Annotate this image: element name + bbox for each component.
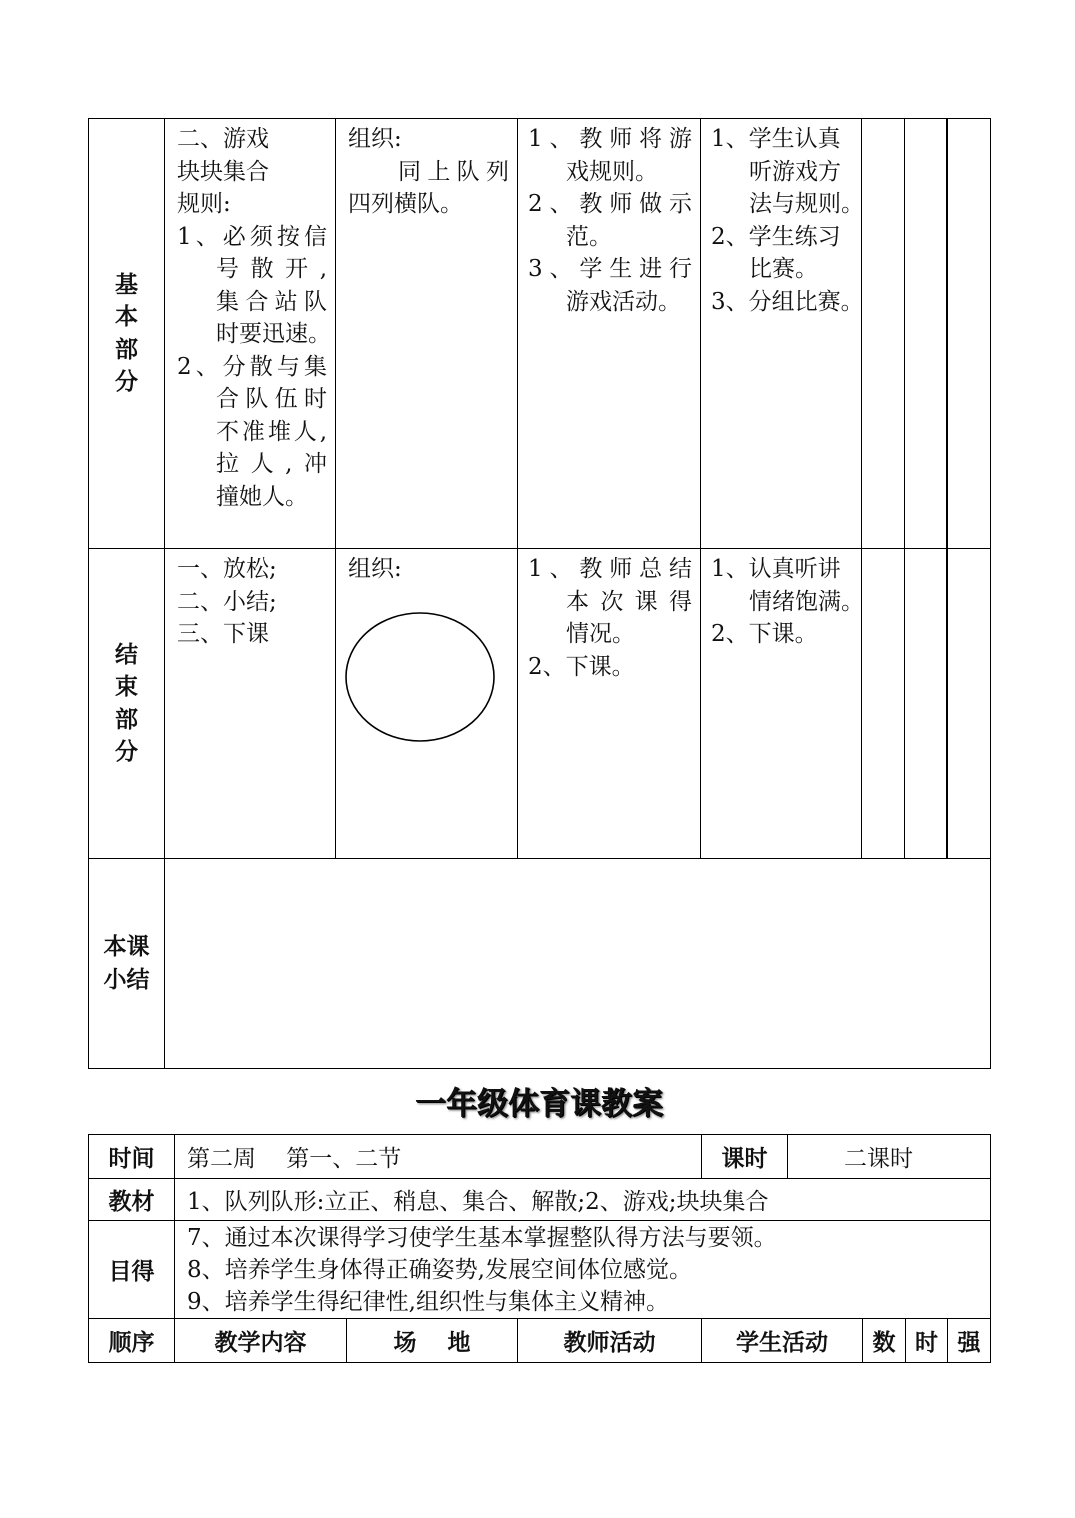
summary-row [89,859,991,1069]
column-header-time: 时 [906,1319,948,1363]
content-line: 2、分散与集 [177,353,327,380]
ending-part-venue [336,549,518,859]
goal-item: 8、培养学生身体得正确姿势,发展空间体位感觉。 [187,1256,692,1283]
student-line: 听游戏方 [749,158,841,185]
teacher-line: 戏规则。 [566,158,658,185]
teacher-line: 情况。 [566,621,635,647]
column-header-content: 教学内容 [175,1319,347,1363]
content-line: 规则: [177,191,231,217]
teacher-line: 范。 [566,223,612,250]
material-row [89,1179,991,1221]
content-line: 集合站队 [216,288,327,315]
column-header-intensity: 强 [948,1319,991,1363]
goal-item: 7、通过本次课得学习使学生基本掌握整队得方法与要领。 [187,1224,777,1251]
time-row [89,1135,991,1179]
material-label: 教材 [89,1179,175,1221]
column-header-order: 顺序 [89,1319,175,1363]
basic-part-student-activity [701,119,862,549]
column-header-student: 学生活动 [702,1319,863,1363]
basic-part-venue [336,119,518,549]
content-line: 二、小结; [177,588,277,615]
content-line: 拉人,冲 [216,451,327,477]
student-line: 3、分组比赛。 [711,288,864,315]
student-line: 比赛。 [749,256,818,282]
formation-circle-diagram [344,609,504,749]
student-line: 2、下课。 [711,621,818,647]
summary-content [165,859,991,1069]
goal-row [89,1221,991,1319]
goal-item: 9、培养学生得纪律性,组织性与集体主义精神。 [187,1288,669,1315]
content-line: 一、放松; [177,556,277,582]
ending-part-row [89,549,991,859]
content-line: 不准堆人, [216,418,327,445]
venue-line: 组织: [348,556,402,582]
content-line: 时要迅速。 [216,321,331,347]
teacher-line: 2、教师做示 [528,191,692,217]
content-line: 三、下课 [177,621,269,647]
basic-part-teacher-activity [518,119,701,549]
teacher-line: 游戏活动。 [566,288,681,315]
teacher-line: 1、教师总结 [528,556,692,582]
venue-line: 同上队列 [398,158,509,185]
period-value: 二课时 [788,1135,991,1179]
content-line: 二、游戏 [177,126,269,152]
time-cell [905,119,947,549]
teacher-line: 2、下课。 [528,653,635,680]
basic-part-content [165,119,336,549]
time-value: 第二周 第一、二节 [175,1135,702,1179]
column-header-teacher: 教师活动 [518,1319,702,1363]
time-cell [905,549,947,859]
column-header-row [89,1319,991,1363]
lesson-plan-upper-table [88,118,991,1069]
lesson-plan-lower-table [88,1134,991,1363]
lesson-title: 一年级体育课教案 [415,1086,663,1122]
venue-line: 组织: [348,126,402,152]
content-line: 1、必须按信 [177,223,327,250]
column-header-venue: 场 地 [347,1319,518,1363]
ending-part-label: 结束部分 [89,549,165,859]
content-line: 号散开, [216,256,327,282]
student-line: 1、学生认真 [711,126,841,152]
student-line: 1、认真听讲 [711,556,841,582]
content-line: 撞她人。 [216,483,308,510]
goal-label: 目得 [89,1221,175,1319]
column-header-count: 数 [863,1319,906,1363]
teacher-line: 3、学生进行 [528,256,692,282]
basic-part-label: 基本部分 [89,119,165,549]
summary-label: 本课 小结 [89,859,165,1069]
student-line: 2、学生练习 [711,223,841,250]
time-label: 时间 [89,1135,175,1179]
material-value: 1、队列队形:立正、稍息、集合、解散;2、游戏;块块集合 [175,1179,991,1221]
student-line: 情绪饱满。 [749,588,864,615]
count-cell [862,549,905,859]
ending-part-teacher-activity [518,549,701,859]
teacher-line: 本次课得 [566,588,692,615]
goal-list [175,1221,991,1319]
venue-line: 四列横队。 [348,191,463,217]
student-line: 法与规则。 [749,191,864,217]
count-cell [862,119,905,549]
ending-part-student-activity [701,549,862,859]
content-line: 块块集合 [177,158,269,185]
intensity-cell [947,549,991,859]
content-line: 合队伍时 [216,386,327,412]
basic-part-row [89,119,991,549]
period-label: 课时 [702,1135,788,1179]
intensity-cell [947,119,991,549]
ending-part-content [165,549,336,859]
teacher-line: 1、教师将游 [528,126,692,152]
